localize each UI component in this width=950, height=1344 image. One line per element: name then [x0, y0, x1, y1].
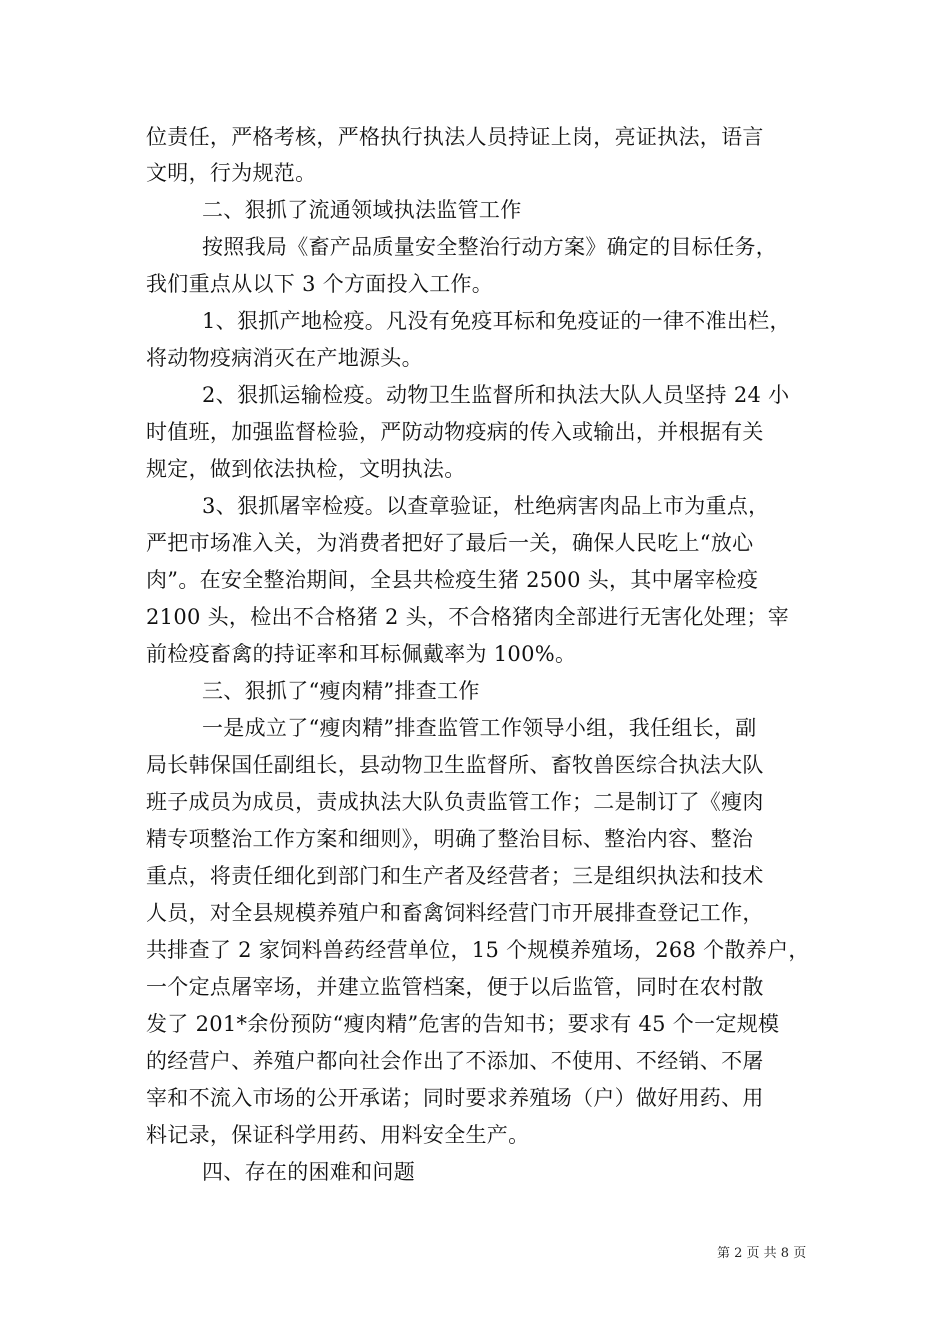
text-line: 位责任，严格考核，严格执行执法人员持证上岗，亮证执法，语言: [146, 125, 764, 149]
text-line: 班子成员为成员，责成执法大队负责监管工作；二是制订了《瘦肉: [146, 790, 764, 814]
text-line: 按照我局《畜产品质量安全整治行动方案》确定的目标任务，: [202, 235, 778, 259]
section-heading: 二、狠抓了流通领域执法监管工作: [202, 198, 522, 222]
text-line: 前检疫畜禽的持证率和耳标佩戴率为 100%。: [146, 642, 577, 666]
text-line: 时值班，加强监督检验，严防动物疫病的传入或输出，并根据有关: [146, 420, 764, 444]
text-line: 2100 头，检出不合格猪 2 头，不合格猪肉全部进行无害化处理；宰: [146, 605, 790, 629]
text-line: 一是成立了“瘦肉精”排查监管工作领导小组，我任组长，副: [202, 716, 757, 740]
text-line: 肉”。在安全整治期间，全县共检疫生猪 2500 头，其中屠宰检疫: [146, 568, 759, 592]
text-line: 我们重点从以下 3 个方面投入工作。: [146, 272, 494, 296]
text-line: 重点，将责任细化到部门和生产者及经营者；三是组织执法和技术: [146, 864, 764, 888]
section-heading: 三、狠抓了“瘦肉精”排查工作: [202, 679, 480, 703]
text-line: 严把市场准入关，为消费者把好了最后一关，确保人民吃上“放心: [146, 531, 754, 555]
page-number: 第 2 页 共 8 页: [717, 1246, 807, 1261]
text-line: 一个定点屠宰场，并建立监管档案，便于以后监管，同时在农村散: [146, 975, 764, 999]
text-line: 2、狠抓运输检疫。动物卫生监督所和执法大队人员坚持 24 小: [202, 383, 790, 407]
text-line: 料记录，保证科学用药、用料安全生产。: [146, 1123, 530, 1147]
text-line: 宰和不流入市场的公开承诺；同时要求养殖场（户）做好用药、用: [146, 1086, 764, 1110]
text-line: 共排查了 2 家饲料兽药经营单位，15 个规模养殖场，268 个散养户，: [146, 938, 810, 962]
text-line: 人员，对全县规模养殖户和畜禽饲料经营门市开展排查登记工作，: [146, 901, 764, 925]
text-line: 发了 201*余份预防“瘦肉精”危害的告知书；要求有 45 个一定规模: [146, 1012, 780, 1036]
text-line: 文明，行为规范。: [146, 161, 317, 185]
text-line: 3、狠抓屠宰检疫。以查章验证，杜绝病害肉品上市为重点，: [202, 494, 770, 518]
section-heading: 四、存在的困难和问题: [202, 1160, 415, 1184]
text-line: 1、狠抓产地检疫。凡没有免疫耳标和免疫证的一律不准出栏，: [202, 309, 791, 333]
text-line: 的经营户、养殖户都向社会作出了不添加、不使用、不经销、不屠: [146, 1049, 764, 1073]
text-line: 精专项整治工作方案和细则》，明确了整治目标、整治内容、整治: [146, 827, 754, 851]
text-line: 局长韩保国任副组长，县动物卫生监督所、畜牧兽医综合执法大队: [146, 753, 764, 777]
text-line: 将动物疫病消灭在产地源头。: [146, 346, 423, 370]
text-line: 规定，做到依法执检，文明执法。: [146, 457, 466, 481]
